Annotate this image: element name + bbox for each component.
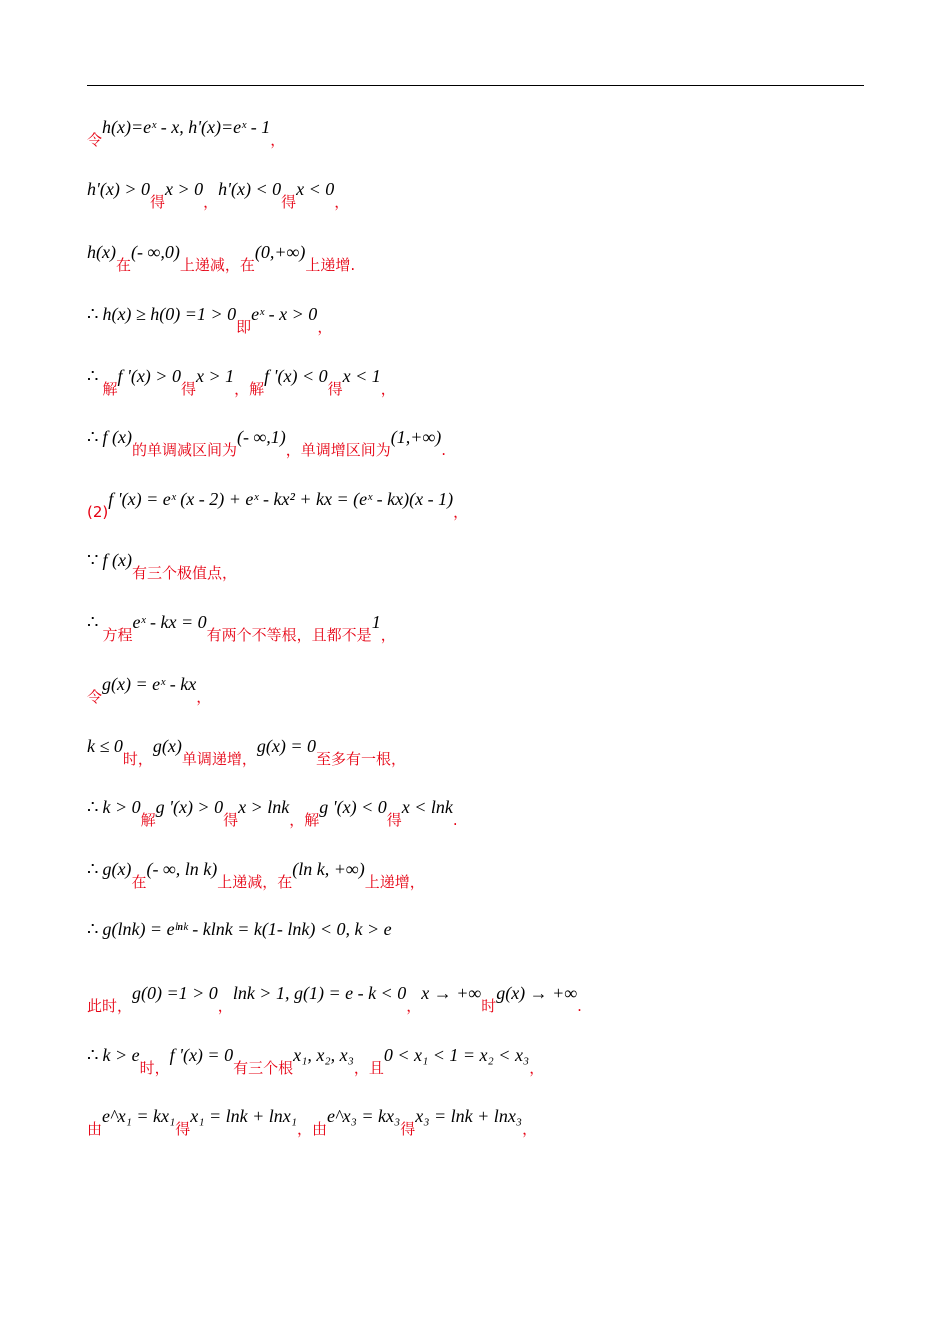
math-expression: f '(x) > 0 xyxy=(117,366,181,386)
note-text: 上递增， xyxy=(364,873,425,891)
note-text: 令 xyxy=(87,688,103,706)
note-text: 上递减，在 xyxy=(217,873,293,891)
note-text: ， xyxy=(217,997,233,1015)
note-text: 有三个极值点， xyxy=(131,564,237,582)
math-expression: x₃ = lnk + lnx₃ xyxy=(415,1106,523,1126)
math-expression: h(x) ≥ h(0) =1 > 0 xyxy=(102,304,237,324)
solution-line xyxy=(87,984,582,1014)
math-expression: (1,+∞) xyxy=(390,427,442,447)
solution-line xyxy=(87,180,349,210)
math-expression: x → +∞ xyxy=(421,983,482,1003)
math-expression: k ≤ 0 xyxy=(87,736,123,756)
therefore-symbol: ∴ xyxy=(87,427,99,447)
note-text: ，解 xyxy=(289,811,320,829)
therefore-symbol: ∴ xyxy=(87,612,99,632)
note-text: 时， xyxy=(139,1059,170,1077)
solution-line xyxy=(87,613,396,643)
note-text: . xyxy=(452,811,458,829)
solution-line xyxy=(87,1107,537,1137)
math-expression: eˣ - x > 0 xyxy=(251,304,318,324)
math-expression: x < 0 xyxy=(296,179,335,199)
note-text: ， xyxy=(334,193,350,211)
note-text: 在 xyxy=(115,256,131,274)
note-text: 有两个不等根，且都不是 xyxy=(206,626,372,644)
note-text: 由 xyxy=(87,1120,103,1138)
math-expression: g(x) xyxy=(152,736,182,756)
note-text: 令 xyxy=(87,131,103,149)
math-expression: k > 0 xyxy=(102,797,141,817)
math-expression: (- ∞,1) xyxy=(236,427,286,447)
note-text: 时， xyxy=(122,750,153,768)
math-expression: g(0) =1 > 0 xyxy=(132,983,218,1003)
header-rule xyxy=(87,85,864,86)
math-expression: e^x₁ = kx₁ xyxy=(102,1106,176,1126)
note-text: (2) xyxy=(87,503,109,521)
note-text: 在 xyxy=(131,873,147,891)
therefore-symbol: ∴ xyxy=(87,1045,99,1065)
therefore-symbol: ∴ xyxy=(87,859,99,879)
note-text: 得 xyxy=(281,193,297,211)
note-text: ， xyxy=(380,626,396,644)
solution-line xyxy=(87,1046,544,1076)
note-text: 得 xyxy=(327,380,343,398)
note-text: 得 xyxy=(400,1120,416,1138)
math-expression: x > 1 xyxy=(195,366,235,386)
note-text: 的单调减区间为 xyxy=(131,441,237,459)
note-text: 单调递增， xyxy=(181,750,257,768)
math-expression: h(x) xyxy=(87,242,116,262)
note-text: 得 xyxy=(175,1120,191,1138)
math-expression: k > e xyxy=(102,1045,140,1065)
math-expression: 0 < x₁ < 1 = x₂ < x₃ xyxy=(383,1045,530,1065)
note-text: 方程 xyxy=(102,626,133,644)
math-expression: h'(x) > 0 xyxy=(87,179,150,199)
math-expression: x > lnk xyxy=(238,797,290,817)
solution-line xyxy=(87,920,392,945)
solution-line xyxy=(87,428,446,458)
math-expression: g '(x) < 0 xyxy=(319,797,387,817)
solution-line xyxy=(87,367,396,397)
math-expression: x₁ = lnk + lnx₁ xyxy=(190,1106,298,1126)
note-text: 解 xyxy=(102,380,118,398)
note-text: 上递增. xyxy=(305,256,356,274)
note-text: ， xyxy=(529,1059,545,1077)
solution-line xyxy=(87,118,285,148)
note-text: ， xyxy=(203,193,219,211)
therefore-symbol: ∴ xyxy=(87,366,99,386)
math-expression: e^x₃ = kx₃ xyxy=(327,1106,401,1126)
math-expression: f '(x) = eˣ (x - 2) + eˣ - kx² + kx = (eˣ - kx)(x - 1) xyxy=(108,489,454,509)
math-expression: g(x) = 0 xyxy=(256,736,317,756)
note-text: ， xyxy=(317,318,333,336)
math-expression: x₁, x₂, x₃ xyxy=(293,1045,354,1065)
math-expression: g(x) xyxy=(102,859,132,879)
note-text: 即 xyxy=(236,318,252,336)
solution-line xyxy=(87,243,355,273)
note-text: ，且 xyxy=(353,1059,384,1077)
note-text: 解 xyxy=(140,811,156,829)
math-expression: (0,+∞) xyxy=(254,242,306,262)
note-text: ，单调增区间为 xyxy=(285,441,391,459)
note-text: 得 xyxy=(149,193,165,211)
note-text: 得 xyxy=(223,811,239,829)
note-text: ，由 xyxy=(297,1120,328,1138)
solution-line xyxy=(87,551,237,581)
note-text: 时 xyxy=(481,997,497,1015)
math-expression: h(x)=eˣ - x, h'(x)=eˣ - 1 xyxy=(102,117,271,137)
note-text: ， xyxy=(406,997,422,1015)
math-expression: g '(x) > 0 xyxy=(155,797,224,817)
note-text: . xyxy=(577,997,582,1015)
math-expression: x > 0 xyxy=(165,179,204,199)
math-expression: (ln k, +∞) xyxy=(292,859,365,879)
therefore-symbol: ∴ xyxy=(87,304,99,324)
math-expression: f '(x) = 0 xyxy=(169,1045,234,1065)
math-expression: f '(x) < 0 xyxy=(264,366,328,386)
note-text: 有三个根 xyxy=(233,1059,294,1077)
note-text: 上递减，在 xyxy=(179,256,255,274)
math-expression: lnk > 1, g(1) = e - k < 0 xyxy=(232,983,407,1003)
math-expression: f (x) xyxy=(102,550,132,570)
math-expression: x < lnk xyxy=(401,797,453,817)
note-text: ， xyxy=(453,503,469,521)
solution-line xyxy=(87,798,458,828)
solution-line xyxy=(87,860,425,890)
math-expression: g(x) = eˣ - kx xyxy=(102,674,197,694)
note-text: ， xyxy=(196,688,212,706)
solution-line xyxy=(87,490,468,520)
math-expression: 1 xyxy=(371,612,381,632)
math-expression: (- ∞, ln k) xyxy=(146,859,218,879)
note-text: 得 xyxy=(386,811,402,829)
note-text: 得 xyxy=(180,380,196,398)
math-expression: g(x) → +∞ xyxy=(496,983,578,1003)
solution-line xyxy=(87,675,211,705)
therefore-symbol: ∵ xyxy=(87,550,99,570)
note-text: ， xyxy=(270,131,286,149)
math-expression: g(lnk) = eˡⁿᵏ - klnk = k(1- lnk) < 0, k > e xyxy=(102,919,392,939)
therefore-symbol: ∴ xyxy=(87,919,99,939)
note-text: 此时， xyxy=(87,997,133,1015)
math-expression: (- ∞,0) xyxy=(131,242,180,262)
math-expression: eˣ - kx = 0 xyxy=(132,612,207,632)
note-text: ，解 xyxy=(234,380,265,398)
note-text: . xyxy=(441,441,447,459)
solution-line xyxy=(87,737,406,767)
note-text: 至多有一根， xyxy=(316,750,407,768)
therefore-symbol: ∴ xyxy=(87,797,99,817)
solution-line xyxy=(87,305,332,335)
note-text: ， xyxy=(522,1120,538,1138)
math-expression: x < 1 xyxy=(342,366,381,386)
math-expression: f (x) xyxy=(102,427,132,447)
note-text: ， xyxy=(380,380,396,398)
math-expression: h'(x) < 0 xyxy=(218,179,282,199)
